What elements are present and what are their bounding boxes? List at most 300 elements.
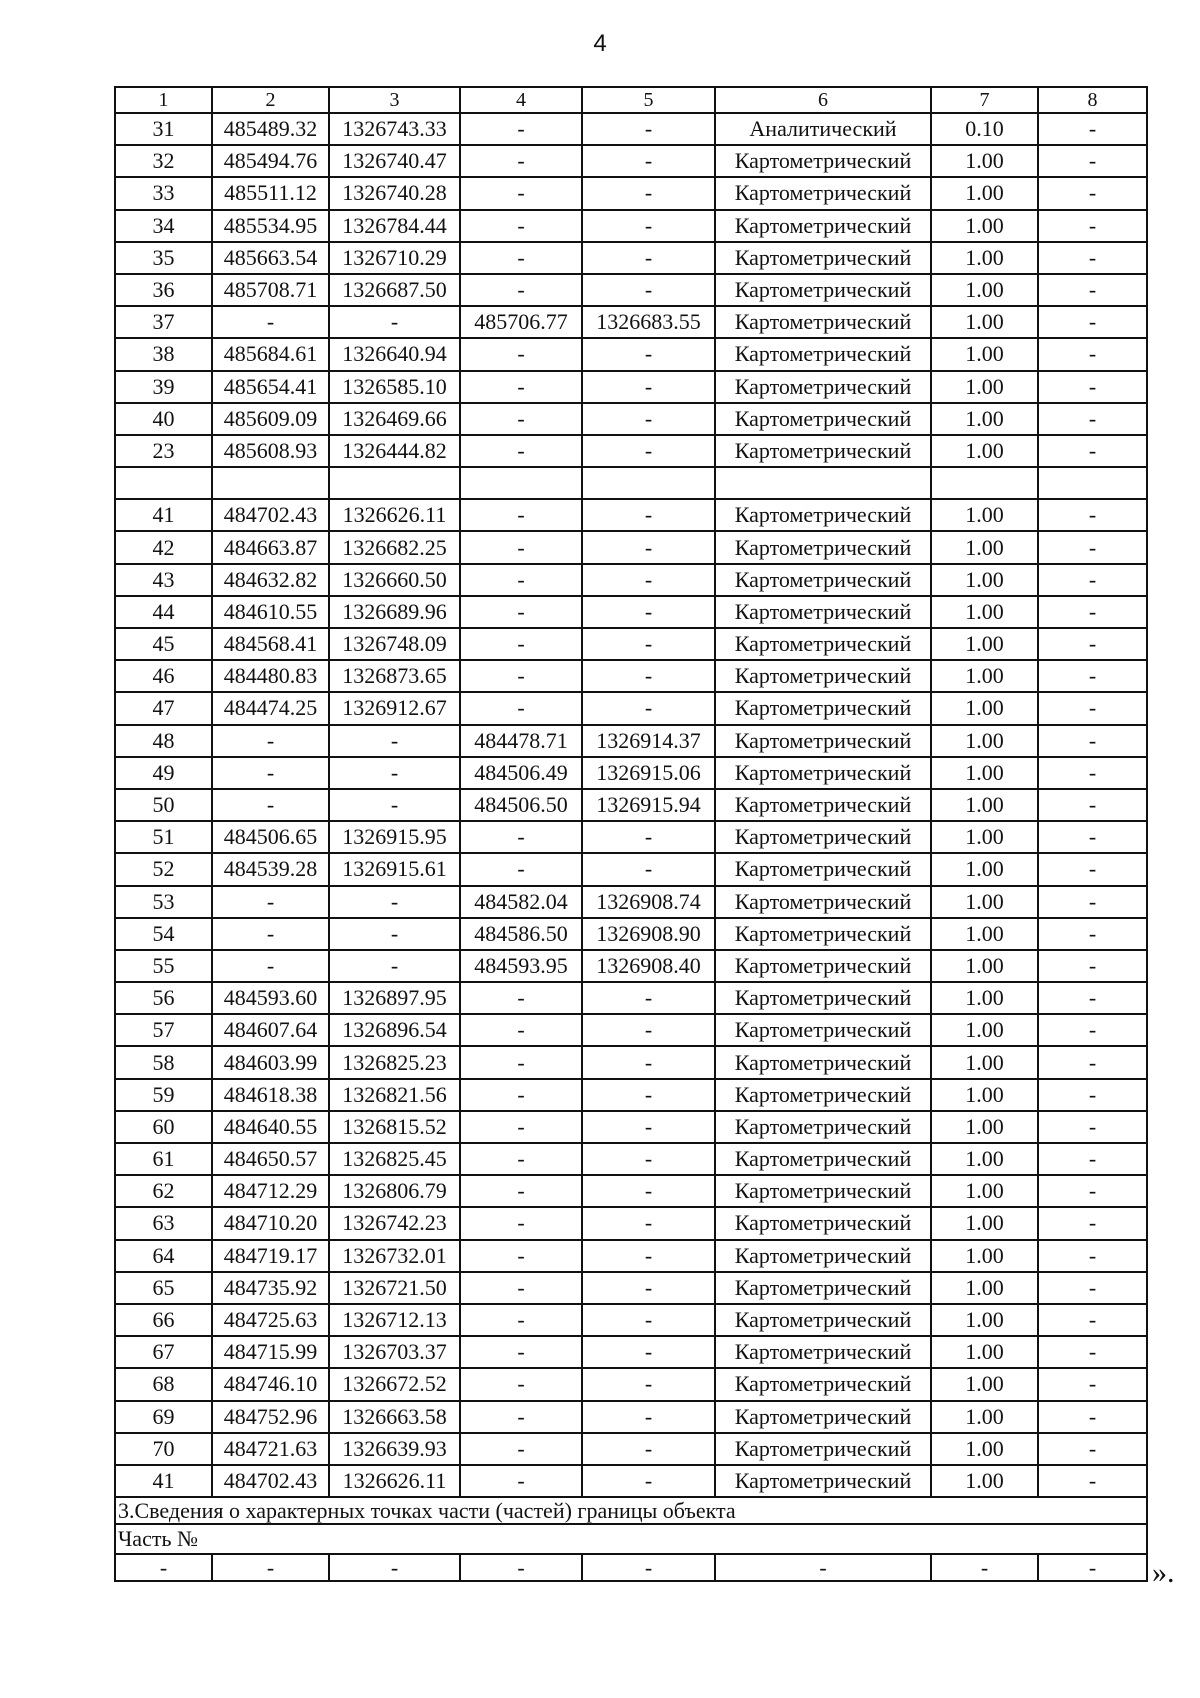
table-cell: Картометрический	[715, 274, 931, 306]
table-cell: 1.00	[931, 1046, 1038, 1078]
table-cell: -	[1038, 1368, 1147, 1400]
table-cell: 485663.54	[212, 242, 329, 274]
table-cell: 47	[115, 692, 212, 724]
table-cell: 1326663.58	[329, 1401, 460, 1433]
table-cell: 484618.38	[212, 1079, 329, 1111]
table-cell: Картометрический	[715, 499, 931, 531]
table-cell: 484746.10	[212, 1368, 329, 1400]
table-row	[115, 1111, 1147, 1143]
table-cell: Картометрический	[715, 1465, 931, 1497]
table-cell: -	[460, 1240, 582, 1272]
table-cell: -	[582, 1465, 715, 1497]
table-header-row	[115, 87, 1147, 113]
table-cell: 485609.09	[212, 403, 329, 435]
table-cell: 1.00	[931, 660, 1038, 692]
table-cell: -	[582, 274, 715, 306]
table-cell: 39	[115, 371, 212, 403]
table-cell: Картометрический	[715, 692, 931, 724]
table-cell: -	[582, 692, 715, 724]
table-cell: -	[1038, 338, 1147, 370]
table-cell: -	[329, 918, 460, 950]
table-row	[115, 1240, 1147, 1272]
table-cell: 1.00	[931, 1079, 1038, 1111]
table-cell: -	[582, 1272, 715, 1304]
table-cell: 43	[115, 564, 212, 596]
table-cell: -	[460, 403, 582, 435]
table-cell	[212, 467, 329, 499]
table-row	[115, 177, 1147, 209]
table-cell: -	[1038, 1143, 1147, 1175]
table-cell: -	[460, 531, 582, 563]
table-cell: 62	[115, 1175, 212, 1207]
table-cell: 32	[115, 145, 212, 177]
table-cell: -	[1038, 1175, 1147, 1207]
table-cell: 485494.76	[212, 145, 329, 177]
table-cell: 484710.20	[212, 1207, 329, 1239]
table-cell: -	[582, 1336, 715, 1368]
table-cell: 1326914.37	[582, 725, 715, 757]
table-cell: 1326912.67	[329, 692, 460, 724]
table-cell: 1326915.95	[329, 821, 460, 853]
table-cell: 1326915.61	[329, 853, 460, 885]
table-row	[115, 1336, 1147, 1368]
table-cell: -	[931, 1554, 1038, 1581]
table-cell: 50	[115, 789, 212, 821]
table-cell: Картометрический	[715, 177, 931, 209]
table-cell: 46	[115, 660, 212, 692]
table-cell: 1.00	[931, 403, 1038, 435]
table-cell: 1.00	[931, 1304, 1038, 1336]
table-cell: Картометрический	[715, 1336, 931, 1368]
table-cell: -	[1038, 1336, 1147, 1368]
table-cell: -	[460, 1207, 582, 1239]
table-cell: -	[460, 1143, 582, 1175]
column-number-3: 3	[329, 87, 460, 113]
table-cell: 1.00	[931, 306, 1038, 338]
table-cell: 40	[115, 403, 212, 435]
table-cell: -	[582, 982, 715, 1014]
table-cell: -	[1038, 1111, 1147, 1143]
table-row	[115, 950, 1147, 982]
table-cell: 1.00	[931, 982, 1038, 1014]
table-cell: 1326806.79	[329, 1175, 460, 1207]
table-cell: 1.00	[931, 596, 1038, 628]
table-cell: 484593.60	[212, 982, 329, 1014]
table-cell: -	[329, 1554, 460, 1581]
table-row	[115, 1014, 1147, 1046]
table-cell: Картометрический	[715, 821, 931, 853]
table-row	[115, 628, 1147, 660]
table-cell: 60	[115, 1111, 212, 1143]
closing-quote-mark: ».	[1152, 1556, 1175, 1589]
table-cell: -	[460, 371, 582, 403]
table-cell: -	[460, 628, 582, 660]
table-cell: 1.00	[931, 1401, 1038, 1433]
table-cell: -	[460, 145, 582, 177]
table-cell: -	[1038, 531, 1147, 563]
table-cell: 1.00	[931, 435, 1038, 467]
table-cell: Аналитический	[715, 113, 931, 145]
table-cell: 61	[115, 1143, 212, 1175]
table-cell	[460, 467, 582, 499]
table-cell: -	[460, 692, 582, 724]
table-cell: Картометрический	[715, 338, 931, 370]
table-cell: 1326640.94	[329, 338, 460, 370]
table-cell: 1326672.52	[329, 1368, 460, 1400]
table-cell: -	[582, 113, 715, 145]
table-cell: 53	[115, 886, 212, 918]
table-cell: 1326626.11	[329, 499, 460, 531]
table-cell: -	[582, 564, 715, 596]
table-row	[115, 886, 1147, 918]
table-cell: 1326915.94	[582, 789, 715, 821]
column-number-6: 6	[715, 87, 931, 113]
table-cell: Картометрический	[715, 1304, 931, 1336]
table-cell: Картометрический	[715, 886, 931, 918]
table-cell: 59	[115, 1079, 212, 1111]
column-number-8: 8	[1038, 87, 1147, 113]
table-cell: 1326687.50	[329, 274, 460, 306]
table-cell: 1326710.29	[329, 242, 460, 274]
table-row	[115, 821, 1147, 853]
table-cell: 64	[115, 1240, 212, 1272]
table-cell: 484506.65	[212, 821, 329, 853]
table-cell: 1.00	[931, 757, 1038, 789]
table-cell: 1326740.47	[329, 145, 460, 177]
table-row	[115, 1401, 1147, 1433]
table-cell: -	[582, 1304, 715, 1336]
table-cell: 55	[115, 950, 212, 982]
section-title: 3.Сведения о характерных точках части (частей) границы объекта	[115, 1497, 1147, 1524]
table-cell: 23	[115, 435, 212, 467]
table-cell: Картометрический	[715, 1368, 931, 1400]
table-row	[115, 853, 1147, 885]
table-cell: Картометрический	[715, 531, 931, 563]
table-cell: Картометрический	[715, 306, 931, 338]
table-cell: Картометрический	[715, 1143, 931, 1175]
table-cell: 45	[115, 628, 212, 660]
table-cell: -	[582, 242, 715, 274]
table-cell: 1.00	[931, 789, 1038, 821]
table-cell: 1326825.23	[329, 1046, 460, 1078]
table-cell: 38	[115, 338, 212, 370]
table-cell: -	[582, 1111, 715, 1143]
table-cell: -	[212, 1554, 329, 1581]
table-cell: -	[460, 177, 582, 209]
table-cell: -	[460, 1111, 582, 1143]
table-cell: -	[1038, 1465, 1147, 1497]
table-cell: 1326908.40	[582, 950, 715, 982]
table-cell: -	[460, 1554, 582, 1581]
table-cell: Картометрический	[715, 1014, 931, 1046]
table-row	[115, 918, 1147, 950]
table-cell: 1326712.13	[329, 1304, 460, 1336]
table-row	[115, 725, 1147, 757]
table-cell: -	[329, 725, 460, 757]
table-cell: -	[1038, 499, 1147, 531]
table-cell: 484663.87	[212, 531, 329, 563]
table-cell: 1326825.45	[329, 1143, 460, 1175]
table-row	[115, 692, 1147, 724]
table-cell: 1326626.11	[329, 1465, 460, 1497]
table-cell: 484586.50	[460, 918, 582, 950]
table-cell: -	[460, 1079, 582, 1111]
table-cell: 41	[115, 499, 212, 531]
table-cell: 1.00	[931, 177, 1038, 209]
table-cell: -	[582, 145, 715, 177]
table-cell: 484478.71	[460, 725, 582, 757]
table-cell: 35	[115, 242, 212, 274]
table-cell: 1.00	[931, 1272, 1038, 1304]
table-cell: -	[1038, 1014, 1147, 1046]
table-cell: 484702.43	[212, 499, 329, 531]
table-row	[115, 1368, 1147, 1400]
table-cell: 1.00	[931, 1368, 1038, 1400]
table-cell: Картометрический	[715, 1207, 931, 1239]
table-cell: -	[460, 821, 582, 853]
table-cell: 485489.32	[212, 113, 329, 145]
table-cell: -	[329, 950, 460, 982]
table-cell: 484712.29	[212, 1175, 329, 1207]
table-cell	[329, 467, 460, 499]
table-cell: 484539.28	[212, 853, 329, 885]
table-cell: -	[1038, 371, 1147, 403]
table-cell: -	[329, 886, 460, 918]
table-cell: 1.00	[931, 531, 1038, 563]
column-number-7: 7	[931, 87, 1038, 113]
table-row	[115, 596, 1147, 628]
table-cell: -	[582, 853, 715, 885]
table-row	[115, 306, 1147, 338]
table-cell: 484735.92	[212, 1272, 329, 1304]
table-cell: -	[1038, 403, 1147, 435]
table-cell: 1.00	[931, 628, 1038, 660]
table-cell: 484480.83	[212, 660, 329, 692]
table-cell: 1326821.56	[329, 1079, 460, 1111]
table-row	[115, 660, 1147, 692]
table-cell: 69	[115, 1401, 212, 1433]
table-row	[115, 757, 1147, 789]
table-row	[115, 1554, 1147, 1581]
table-cell: Картометрический	[715, 628, 931, 660]
table-cell: -	[582, 1175, 715, 1207]
table-cell: 1.00	[931, 1111, 1038, 1143]
table-cell: 1326784.44	[329, 210, 460, 242]
table-cell: -	[460, 242, 582, 274]
table-cell: 484650.57	[212, 1143, 329, 1175]
table-cell: -	[460, 1175, 582, 1207]
table-cell: Картометрический	[715, 1272, 931, 1304]
table-cell: -	[1038, 821, 1147, 853]
table-cell: 484715.99	[212, 1336, 329, 1368]
table-cell: 1326740.28	[329, 177, 460, 209]
table-row	[115, 274, 1147, 306]
table-cell: -	[1038, 950, 1147, 982]
table-cell: 1326897.95	[329, 982, 460, 1014]
table-cell: Картометрический	[715, 1079, 931, 1111]
table-cell: Картометрический	[715, 564, 931, 596]
table-row	[115, 435, 1147, 467]
table-cell: 1.00	[931, 1240, 1038, 1272]
table-cell: -	[1038, 853, 1147, 885]
table-cell: 484632.82	[212, 564, 329, 596]
table-cell: -	[1038, 1046, 1147, 1078]
table-cell: -	[582, 1554, 715, 1581]
table-cell: 52	[115, 853, 212, 885]
table-cell: -	[1038, 177, 1147, 209]
table-cell: 484474.25	[212, 692, 329, 724]
table-cell: Картометрический	[715, 1240, 931, 1272]
table-cell: 37	[115, 306, 212, 338]
table-cell: -	[460, 113, 582, 145]
table-cell: -	[1038, 242, 1147, 274]
table-cell: 485708.71	[212, 274, 329, 306]
table-cell: 54	[115, 918, 212, 950]
table-cell: 484640.55	[212, 1111, 329, 1143]
table-cell: -	[1038, 1433, 1147, 1465]
table-cell: 484603.99	[212, 1046, 329, 1078]
table-cell: Картометрический	[715, 1046, 931, 1078]
table-cell: 1.00	[931, 692, 1038, 724]
table-row	[115, 1272, 1147, 1304]
table-cell: -	[1038, 210, 1147, 242]
table-cell: 1326585.10	[329, 371, 460, 403]
coordinates-table	[114, 86, 1148, 1582]
table-cell: 1326873.65	[329, 660, 460, 692]
table-cell: 1326721.50	[329, 1272, 460, 1304]
table-cell: -	[582, 371, 715, 403]
table-cell: 51	[115, 821, 212, 853]
table-cell: 1326639.93	[329, 1433, 460, 1465]
table-cell: Картометрический	[715, 789, 931, 821]
table-cell: Картометрический	[715, 950, 931, 982]
table-cell: 65	[115, 1272, 212, 1304]
table-cell: 49	[115, 757, 212, 789]
table-cell: 58	[115, 1046, 212, 1078]
table-cell: -	[212, 886, 329, 918]
table-cell: -	[460, 499, 582, 531]
table-cell: 485654.41	[212, 371, 329, 403]
table-cell: -	[1038, 1240, 1147, 1272]
table-cell: 0.10	[931, 113, 1038, 145]
table-row	[115, 210, 1147, 242]
table-cell: -	[460, 853, 582, 885]
table-cell: 1326703.37	[329, 1336, 460, 1368]
table-cell: 1.00	[931, 886, 1038, 918]
table-cell: 484752.96	[212, 1401, 329, 1433]
table-cell: 1326732.01	[329, 1240, 460, 1272]
table-cell: 1.00	[931, 1465, 1038, 1497]
table-row	[115, 1175, 1147, 1207]
table-cell: -	[460, 1272, 582, 1304]
table-cell: Картометрический	[715, 435, 931, 467]
table-cell: -	[1038, 1272, 1147, 1304]
table-cell: -	[1038, 1207, 1147, 1239]
table-cell: -	[582, 1046, 715, 1078]
table-cell: 485706.77	[460, 306, 582, 338]
table-cell: 1.00	[931, 564, 1038, 596]
table-row	[115, 531, 1147, 563]
table-cell: -	[582, 1433, 715, 1465]
table-cell: -	[212, 918, 329, 950]
table-cell: 56	[115, 982, 212, 1014]
table-cell: 1.00	[931, 1143, 1038, 1175]
table-cell: Картометрический	[715, 982, 931, 1014]
table-cell: -	[115, 1554, 212, 1581]
table-cell: Картометрический	[715, 757, 931, 789]
table-cell: -	[1038, 306, 1147, 338]
column-number-5: 5	[582, 87, 715, 113]
table-cell: 44	[115, 596, 212, 628]
table-row	[115, 338, 1147, 370]
table-cell: 484582.04	[460, 886, 582, 918]
table-cell: -	[460, 338, 582, 370]
table-cell: 484506.49	[460, 757, 582, 789]
table-cell: Картометрический	[715, 660, 931, 692]
table-cell: 1326683.55	[582, 306, 715, 338]
table-cell: -	[329, 757, 460, 789]
table-cell	[715, 467, 931, 499]
table-cell: -	[582, 210, 715, 242]
table-cell: -	[460, 564, 582, 596]
table-cell: 484702.43	[212, 1465, 329, 1497]
table-row	[115, 789, 1147, 821]
table-row	[115, 499, 1147, 531]
table-cell: -	[212, 950, 329, 982]
table-cell: 485534.95	[212, 210, 329, 242]
table-row	[115, 982, 1147, 1014]
table-cell: Картометрический	[715, 1175, 931, 1207]
table-cell: 63	[115, 1207, 212, 1239]
table-cell: 1326469.66	[329, 403, 460, 435]
table-cell: 484593.95	[460, 950, 582, 982]
column-number-4: 4	[460, 87, 582, 113]
table-cell: 1.00	[931, 918, 1038, 950]
table-cell: 34	[115, 210, 212, 242]
table-cell: -	[582, 1207, 715, 1239]
table-cell: -	[582, 1014, 715, 1046]
table-row	[115, 1143, 1147, 1175]
table-cell: 1326915.06	[582, 757, 715, 789]
table-cell: -	[582, 177, 715, 209]
table-row	[115, 1304, 1147, 1336]
table-cell	[1038, 467, 1147, 499]
table-cell: -	[329, 789, 460, 821]
table-cell: -	[1038, 596, 1147, 628]
table-cell: 484721.63	[212, 1433, 329, 1465]
table-cell: -	[1038, 757, 1147, 789]
table-cell: 1.00	[931, 1175, 1038, 1207]
table-cell: -	[582, 499, 715, 531]
table-cell: 484506.50	[460, 789, 582, 821]
table-cell: 1.00	[931, 145, 1038, 177]
table-cell: 1326815.52	[329, 1111, 460, 1143]
table-cell	[115, 467, 212, 499]
table-cell: -	[582, 435, 715, 467]
table-cell: Картометрический	[715, 1433, 931, 1465]
table-cell: Картометрический	[715, 1111, 931, 1143]
table-cell: 66	[115, 1304, 212, 1336]
table-cell: Картометрический	[715, 725, 931, 757]
table-cell: -	[1038, 692, 1147, 724]
table-cell: 485608.93	[212, 435, 329, 467]
table-cell: Картометрический	[715, 918, 931, 950]
table-cell: 48	[115, 725, 212, 757]
table-cell: -	[460, 982, 582, 1014]
table-cell: -	[212, 757, 329, 789]
table-cell: -	[582, 596, 715, 628]
table-cell: 1.00	[931, 1207, 1038, 1239]
